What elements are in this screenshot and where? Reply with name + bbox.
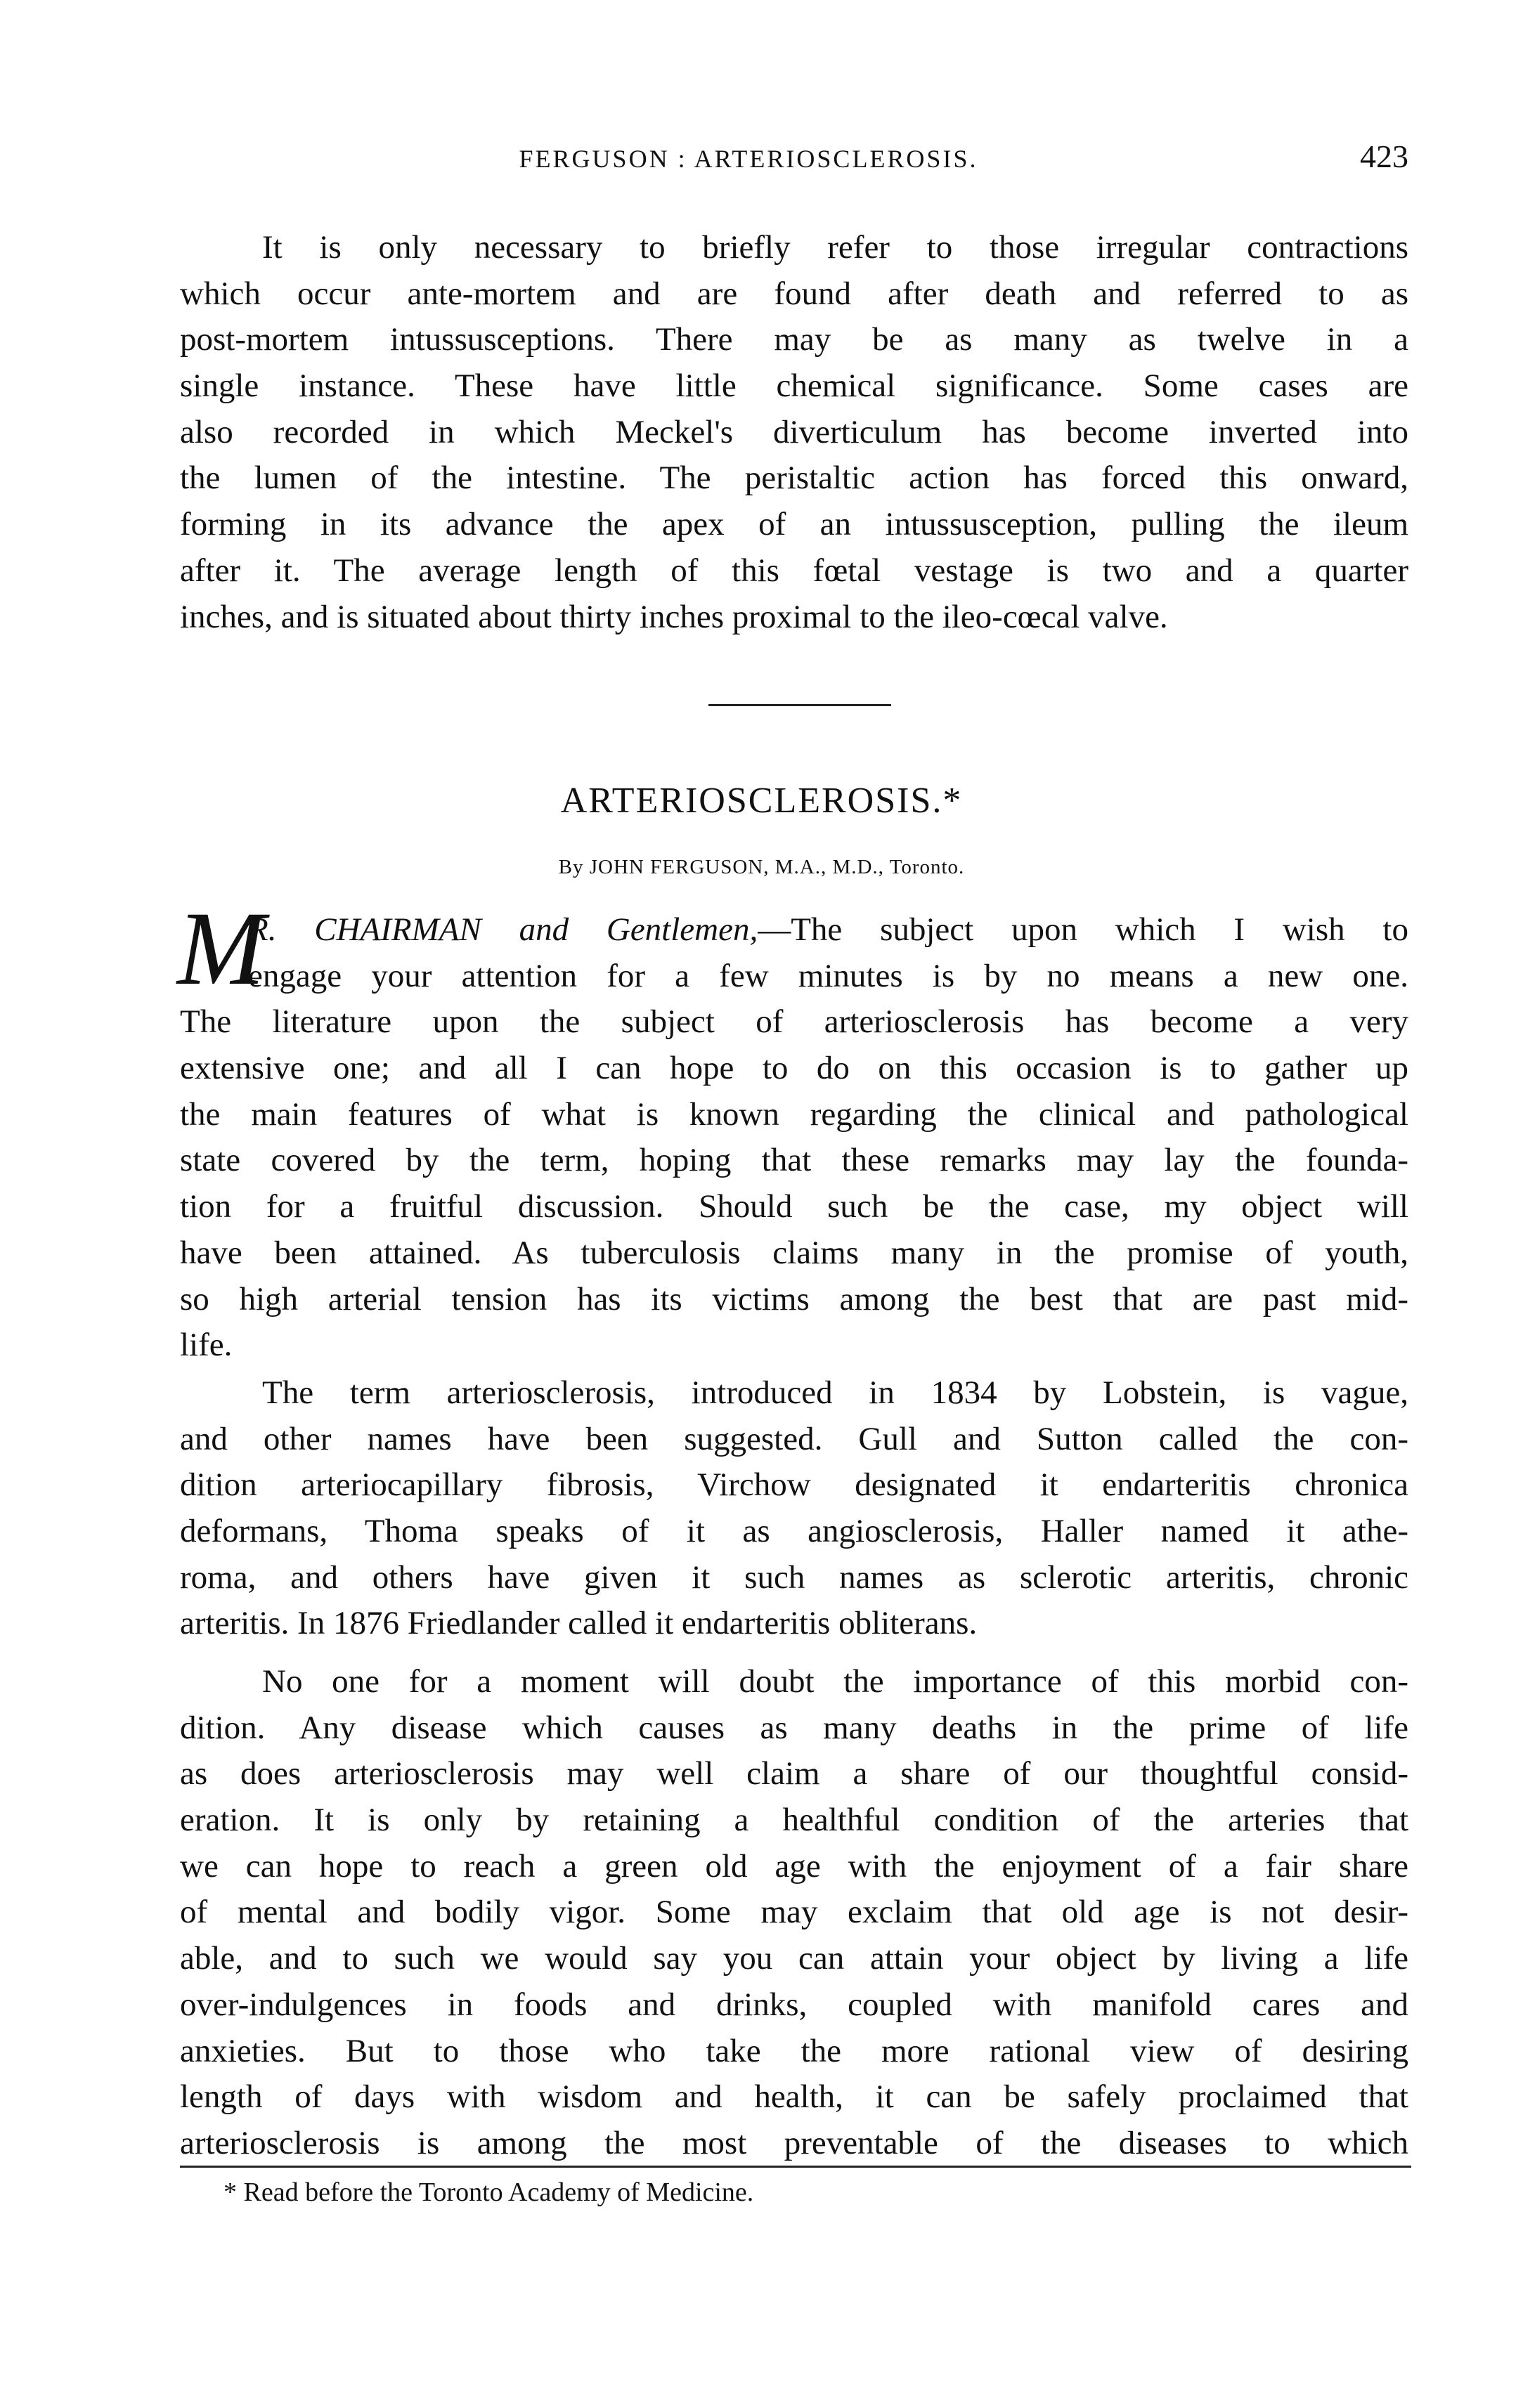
text-line: roma, and others have given it such names as sclerotic arteritis, chronic — [180, 1558, 1408, 1596]
text-line: It is only necessary to briefly refer to those irregular contractions — [262, 229, 1408, 266]
text-line: of mental and bodily vigor. Some may exclaim that old age is not desir- — [180, 1894, 1408, 1931]
text-line: the main features of what is known regarding the clinical and pathological — [180, 1095, 1408, 1133]
footnote: * Read before the Toronto Academy of Medicine. — [223, 2178, 754, 2207]
text-line: so high arterial tension has its victims among the best that are past mid- — [180, 1280, 1408, 1317]
text-line: extensive one; and all I can hope to do on this occasion is to gather up — [180, 1050, 1408, 1087]
text-line: No one for a moment will doubt the importance of this morbid con- — [262, 1663, 1408, 1700]
text-line: anxieties. But to those who take the more rational view of desiring — [180, 2032, 1408, 2069]
text-line: inches, and is situated about thirty inches proximal to the ileo-cœcal valve. — [180, 598, 1168, 635]
text-line: length of days with wisdom and health, it can be safely proclaimed that — [180, 2078, 1408, 2116]
text-line: and other names have been suggested. Gull and Sutton called the con- — [180, 1420, 1408, 1457]
article-paragraph-2 — [180, 1370, 1408, 1647]
text-line: have been attained. As tuberculosis claims many in the promise of youth, — [180, 1234, 1408, 1271]
text-line: we can hope to reach a green old age with the enjoyment of a fair share — [180, 1847, 1408, 1885]
text-line: also recorded in which Meckel's diverticulum has become inverted into — [180, 413, 1408, 450]
text-line: The term arteriosclerosis, introduced in 1834 by Lobstein, is vague, — [262, 1374, 1408, 1411]
text-line: deformans, Thoma speaks of it as angiosclerosis, Haller named it athe- — [180, 1513, 1408, 1550]
text-line: after it. The average length of this fœtal vestage is two and a quarter — [180, 552, 1408, 589]
text-line: dition arteriocapillary fibrosis, Virchow designated it endarteritis chronica — [180, 1466, 1408, 1504]
first-line — [180, 907, 1408, 954]
intro-paragraph — [180, 225, 1408, 640]
text-line: arteriosclerosis is among the most preventable of the diseases to which — [180, 2124, 1408, 2161]
section-divider — [708, 704, 891, 706]
text-line: the lumen of the intestine. The peristaltic action has forced this onward, — [180, 460, 1408, 497]
text-line: tion for a fruitful discussion. Should such be the case, my object will — [180, 1188, 1408, 1225]
page-number: 423 — [1360, 138, 1408, 174]
salutation: R. CHAIRMAN and Gentlemen, — [248, 911, 758, 948]
text-line: arteritis. In 1876 Friedlander called it endarteritis obliterans. — [180, 1605, 978, 1642]
first-line-rest: —The subject upon which I wish to — [758, 911, 1408, 948]
text-line: single instance. These have little chemical significance. Some cases are — [180, 367, 1408, 405]
drop-cap: M — [177, 890, 265, 1007]
article-title: ARTERIOSCLEROSIS.* — [560, 781, 963, 821]
text-line: over-indulgences in foods and drinks, coupled with manifold cares and — [180, 1986, 1408, 2023]
text-line: The literature upon the subject of arteriosclerosis has become a very — [180, 1003, 1408, 1041]
article-byline: By JOHN FERGUSON, M.A., M.D., Toronto. — [558, 856, 965, 878]
running-head: FERGUSON : ARTERIOSCLEROSIS. — [519, 145, 978, 173]
article-paragraph-3 — [180, 1659, 1408, 2167]
text-line: eration. It is only by retaining a healthful condition of the arteries that — [180, 1802, 1408, 1839]
text-line: state covered by the term, hoping that these remarks may lay the founda- — [180, 1142, 1408, 1179]
text-line: engage your attention for a few minutes is by no means a new one. — [248, 957, 1408, 994]
text-line: as does arteriosclerosis may well claim a share of our thoughtful consid- — [180, 1755, 1408, 1792]
footnote-rule — [180, 2166, 1411, 2168]
text-line: life. — [180, 1327, 233, 1364]
text-line: forming in its advance the apex of an intussusception, pulling the ileum — [180, 506, 1408, 543]
text-line: able, and to such we would say you can attain your object by living a life — [180, 1940, 1408, 1977]
text-line: dition. Any disease which causes as many deaths in the prime of life — [180, 1709, 1408, 1746]
text-line: post-mortem intussusceptions. There may be as many as twelve in a — [180, 321, 1408, 358]
article-paragraph-1 — [180, 907, 1408, 1369]
text-line: which occur ante-mortem and are found after death and referred to as — [180, 275, 1408, 312]
